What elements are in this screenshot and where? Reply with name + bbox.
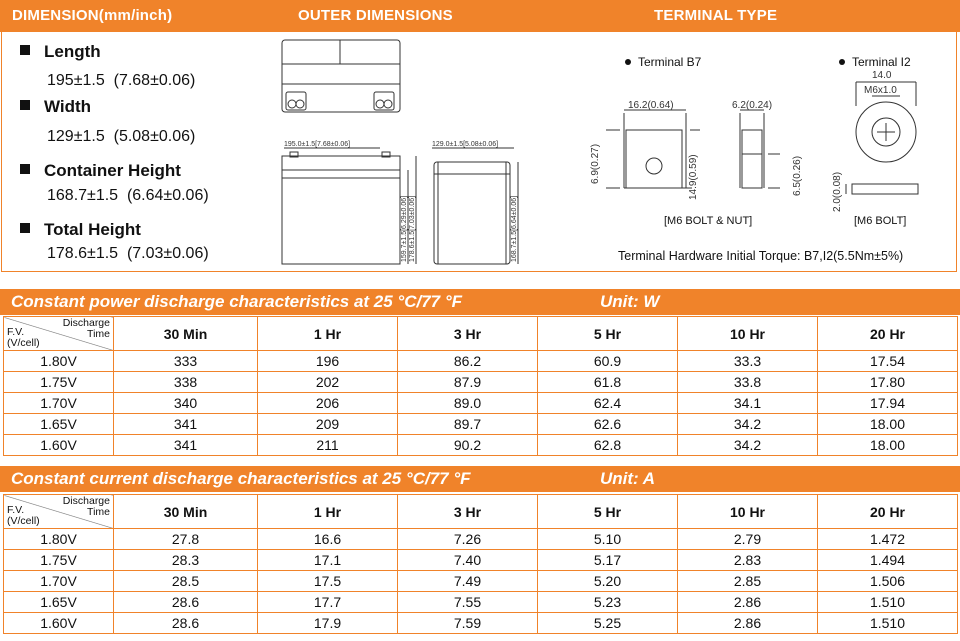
bullet-square-icon — [20, 45, 30, 55]
outer-dimensions-title: OUTER DIMENSIONS — [298, 7, 453, 24]
i2-height-label: 2.0(0.08) — [832, 171, 843, 212]
column-header: 30 Min — [114, 317, 258, 351]
power-discharge-table — [3, 316, 958, 456]
table-header-row — [4, 317, 958, 351]
terminal-i2-title: Terminal I2 — [852, 55, 911, 69]
value-cell: 211 — [258, 435, 398, 456]
value-cell: 2.79 — [678, 529, 818, 550]
table-corner-cell: Discharge Time F.V. (V/cell) — [4, 317, 114, 351]
b7-caption: [M6 BOLT & NUT] — [664, 215, 753, 227]
value-cell: 61.8 — [538, 372, 678, 393]
fv-cell: 1.65V — [4, 414, 114, 435]
current-table-unit: Unit: A — [600, 469, 656, 488]
b7-side-width-label: 6.2(0.24) — [732, 100, 773, 111]
outer-dimension-drawing — [270, 34, 530, 270]
column-header: 30 Min — [114, 495, 258, 529]
value-cell: 16.6 — [258, 529, 398, 550]
i2-width-label: 14.0 — [872, 70, 892, 81]
column-header: 20 Hr — [818, 317, 958, 351]
bullet-dot-icon — [625, 59, 631, 65]
power-table-unit: Unit: W — [600, 292, 660, 311]
outer-inner-height-label: 159.7±1.5[6.29±0.06] — [401, 195, 408, 262]
column-header: 1 Hr — [258, 317, 398, 351]
value-cell: 1.506 — [818, 571, 958, 592]
value-cell: 18.00 — [818, 435, 958, 456]
table-row — [4, 393, 958, 414]
value-cell: 1.510 — [818, 592, 958, 613]
value-cell: 62.8 — [538, 435, 678, 456]
value-cell: 5.17 — [538, 550, 678, 571]
bullet-square-icon — [20, 223, 30, 233]
value-cell: 340 — [114, 393, 258, 414]
value-cell: 17.1 — [258, 550, 398, 571]
value-cell: 7.40 — [398, 550, 538, 571]
column-header: 20 Hr — [818, 495, 958, 529]
fv-cell: 1.65V — [4, 592, 114, 613]
value-cell: 33.3 — [678, 351, 818, 372]
fv-cell: 1.70V — [4, 393, 114, 414]
current-discharge-table — [3, 494, 958, 634]
power-section-title — [0, 289, 960, 315]
current-section-title — [0, 466, 960, 492]
value-cell: 338 — [114, 372, 258, 393]
value-cell: 202 — [258, 372, 398, 393]
value-cell: 17.5 — [258, 571, 398, 592]
value-cell: 341 — [114, 414, 258, 435]
value-cell: 62.6 — [538, 414, 678, 435]
value-cell: 86.2 — [398, 351, 538, 372]
value-cell: 196 — [258, 351, 398, 372]
bullet-square-icon — [20, 164, 30, 174]
power-table-title: Constant power discharge characteristics at 25 °C/77 °F — [11, 292, 463, 311]
fv-cell: 1.60V — [4, 435, 114, 456]
outer-length-label: 195.0±1.5[7.68±0.06] — [284, 141, 351, 148]
column-header: 1 Hr — [258, 495, 398, 529]
torque-note: Terminal Hardware Initial Torque: B7,I2(5.5Nm±5%) — [618, 249, 904, 263]
width-value: 129±1.5 (5.08±0.06) — [47, 128, 196, 145]
value-cell: 2.86 — [678, 613, 818, 634]
value-cell: 5.10 — [538, 529, 678, 550]
fv-cell: 1.80V — [4, 351, 114, 372]
table-row — [4, 372, 958, 393]
fv-cell: 1.60V — [4, 613, 114, 634]
value-cell: 34.2 — [678, 435, 818, 456]
container-height-value: 168.7±1.5 (6.64±0.06) — [47, 187, 209, 204]
value-cell: 60.9 — [538, 351, 678, 372]
total-height-label: Total Height — [20, 220, 141, 240]
b7-width-label: 16.2(0.64) — [628, 100, 674, 111]
table-row — [4, 351, 958, 372]
fv-cell: 1.70V — [4, 571, 114, 592]
column-header: 5 Hr — [538, 495, 678, 529]
value-cell: 17.7 — [258, 592, 398, 613]
i2-caption: [M6 BOLT] — [854, 215, 907, 227]
value-cell: 7.49 — [398, 571, 538, 592]
value-cell: 34.1 — [678, 393, 818, 414]
value-cell: 7.26 — [398, 529, 538, 550]
value-cell: 28.5 — [114, 571, 258, 592]
value-cell: 206 — [258, 393, 398, 414]
terminal-b7-front — [606, 110, 700, 188]
value-cell: 17.94 — [818, 393, 958, 414]
value-cell: 5.23 — [538, 592, 678, 613]
battery-top-view — [282, 40, 400, 112]
b7-right-height-label: 6.5(0.26) — [792, 155, 803, 196]
value-cell: 62.4 — [538, 393, 678, 414]
table-header-row — [4, 495, 958, 529]
value-cell: 333 — [114, 351, 258, 372]
i2-bolt-label: M6x1.0 — [864, 85, 897, 96]
column-header: 10 Hr — [678, 317, 818, 351]
outer-container-height-label: 168.7±1.5[6.64±0.06] — [511, 195, 518, 262]
value-cell: 33.8 — [678, 372, 818, 393]
header-bar — [0, 0, 960, 32]
terminal-drawing — [580, 48, 956, 268]
outer-total-height-label: 178.6±1.5[7.03±0.06] — [409, 195, 416, 262]
current-table-title: Constant current discharge characteristics at 25 °C/77 °F — [11, 469, 471, 488]
value-cell: 1.472 — [818, 529, 958, 550]
table-row — [4, 571, 958, 592]
column-header: 10 Hr — [678, 495, 818, 529]
total-height-value: 178.6±1.5 (7.03±0.06) — [47, 245, 209, 262]
width-label: Width — [20, 97, 91, 117]
value-cell: 2.85 — [678, 571, 818, 592]
fv-cell: 1.75V — [4, 550, 114, 571]
table-corner-cell: Discharge Time F.V. (V/cell) — [4, 495, 114, 529]
b7-center-height-label: 14.9(0.59) — [688, 154, 699, 200]
value-cell: 34.2 — [678, 414, 818, 435]
value-cell: 7.59 — [398, 613, 538, 634]
dimension-title: DIMENSION(mm/inch) — [12, 7, 173, 24]
table-row — [4, 529, 958, 550]
value-cell: 17.9 — [258, 613, 398, 634]
value-cell: 2.83 — [678, 550, 818, 571]
b7-left-height-label: 6.9(0.27) — [590, 143, 601, 184]
value-cell: 17.80 — [818, 372, 958, 393]
value-cell: 1.510 — [818, 613, 958, 634]
value-cell: 89.7 — [398, 414, 538, 435]
value-cell: 28.6 — [114, 592, 258, 613]
battery-side-view — [432, 148, 518, 264]
value-cell: 5.20 — [538, 571, 678, 592]
table-row — [4, 613, 958, 634]
value-cell: 17.54 — [818, 351, 958, 372]
value-cell: 90.2 — [398, 435, 538, 456]
length-label: Length — [20, 42, 101, 62]
value-cell: 27.8 — [114, 529, 258, 550]
table-row — [4, 550, 958, 571]
bullet-square-icon — [20, 100, 30, 110]
battery-front-view — [282, 148, 416, 264]
terminal-b7-title: Terminal B7 — [638, 55, 702, 69]
column-header: 3 Hr — [398, 317, 538, 351]
value-cell: 341 — [114, 435, 258, 456]
table-row — [4, 435, 958, 456]
outer-width-label: 129.0±1.5[5.08±0.06] — [432, 141, 499, 148]
terminal-b7-side — [740, 110, 780, 188]
terminal-i2-side — [846, 184, 918, 194]
fv-cell: 1.75V — [4, 372, 114, 393]
table-row — [4, 414, 958, 435]
column-header: 5 Hr — [538, 317, 678, 351]
value-cell: 1.494 — [818, 550, 958, 571]
value-cell: 87.9 — [398, 372, 538, 393]
bullet-dot-icon — [839, 59, 845, 65]
value-cell: 7.55 — [398, 592, 538, 613]
value-cell: 28.6 — [114, 613, 258, 634]
value-cell: 89.0 — [398, 393, 538, 414]
table-row — [4, 592, 958, 613]
length-value: 195±1.5 (7.68±0.06) — [47, 72, 196, 89]
fv-cell: 1.80V — [4, 529, 114, 550]
value-cell: 2.86 — [678, 592, 818, 613]
value-cell: 18.00 — [818, 414, 958, 435]
terminal-type-title: TERMINAL TYPE — [654, 7, 778, 24]
column-header: 3 Hr — [398, 495, 538, 529]
container-height-label: Container Height — [20, 161, 181, 181]
value-cell: 209 — [258, 414, 398, 435]
value-cell: 5.25 — [538, 613, 678, 634]
value-cell: 28.3 — [114, 550, 258, 571]
